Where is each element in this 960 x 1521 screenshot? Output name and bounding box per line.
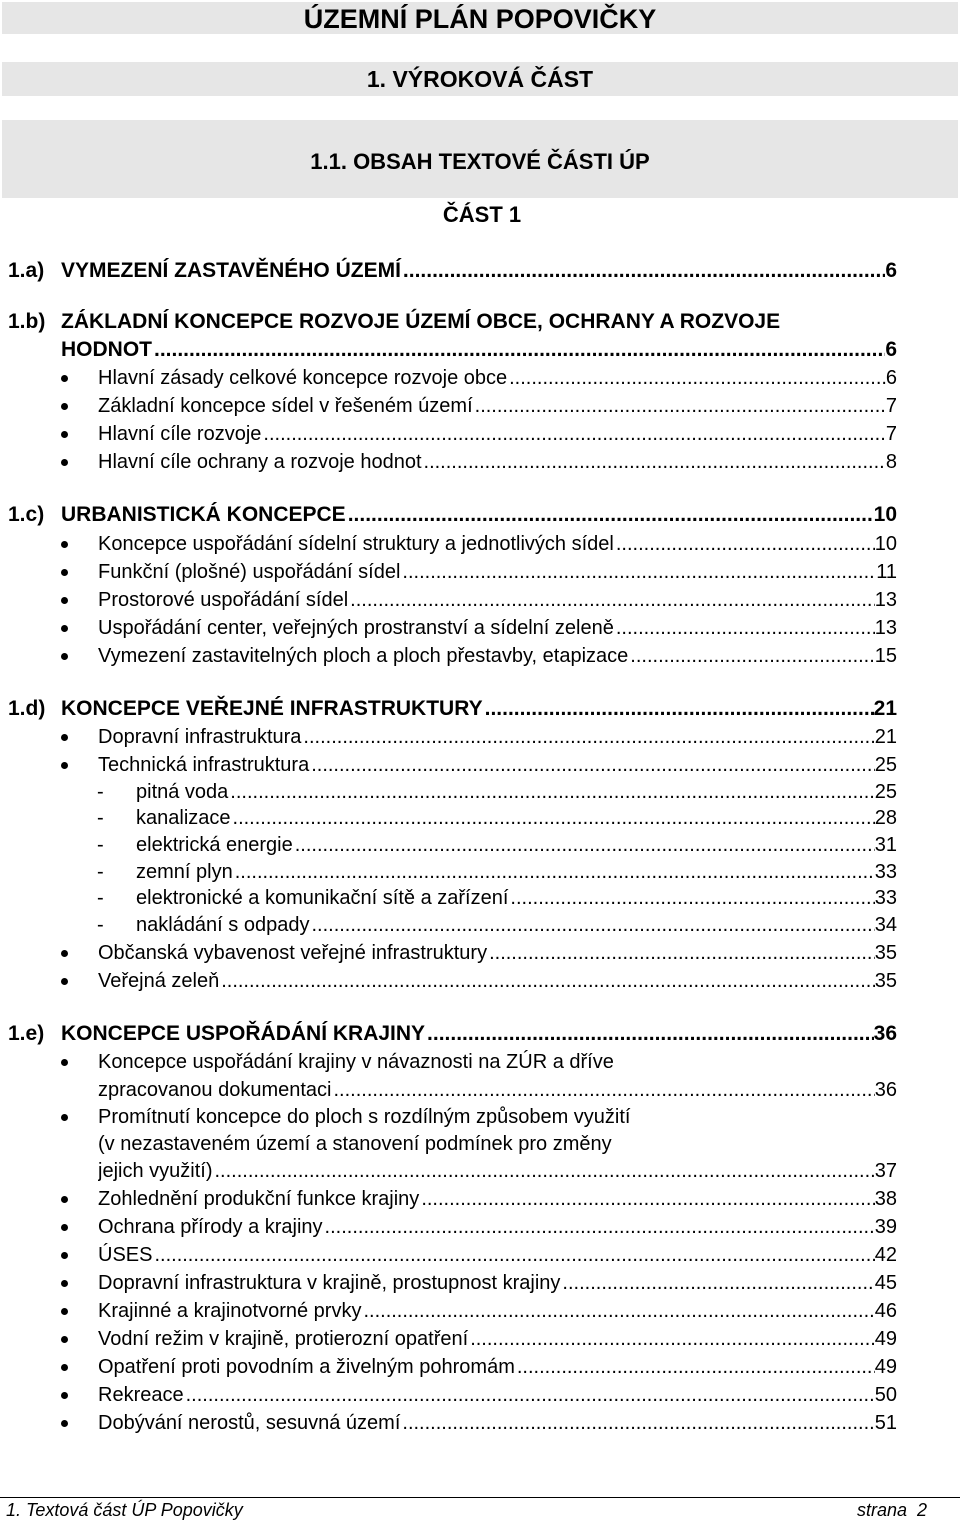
toc-entry-title: Vodní režim v krajině, protierozní opatření <box>98 1328 469 1350</box>
toc-page-number: 38 <box>874 1188 897 1210</box>
toc-page-number: 6 <box>885 338 897 361</box>
toc-entry <box>0 1213 960 1241</box>
toc-entry-title: Funkční (plošné) uspořádání sídel <box>98 561 401 583</box>
toc-page-number: 7 <box>885 423 897 445</box>
footer-divider <box>0 1497 960 1498</box>
toc-entry-title: VYMEZENÍ ZASTAVĚNÉHO ÚZEMÍ <box>61 259 401 282</box>
toc-page-number: 42 <box>874 1244 897 1266</box>
toc-page-number: 13 <box>874 617 897 639</box>
toc-entry-title: Základní koncepce sídel v řešeném území <box>98 395 473 417</box>
dot-leader <box>230 778 874 806</box>
toc-entry <box>0 501 960 529</box>
toc-page-number: 39 <box>874 1216 897 1238</box>
section-heading: 1.1. OBSAH TEXTOVÉ ČÁSTI ÚP <box>310 149 650 174</box>
toc-entry <box>0 939 960 967</box>
toc-entry <box>0 586 960 614</box>
toc-page-number: 49 <box>874 1356 897 1378</box>
part-heading: ČÁST 1 <box>442 202 522 227</box>
dot-leader <box>489 939 875 967</box>
toc-entry-title: Koncepce uspořádání sídelní struktury a jednotlivých sídel <box>98 533 614 555</box>
dot-leader <box>475 392 886 420</box>
dot-leader <box>333 1076 874 1104</box>
bullet-icon <box>61 978 68 985</box>
toc-entry-title: Hlavní zásady celkové koncepce rozvoje obce <box>98 367 508 389</box>
toc-entry <box>0 1353 960 1381</box>
toc-entry <box>0 1130 960 1158</box>
toc-page-number: 46 <box>874 1300 897 1322</box>
toc-section-number: 1.e) <box>8 1022 45 1045</box>
bullet-icon <box>61 1392 68 1399</box>
page-title: ÚZEMNÍ PLÁN POPOVIČKY <box>2 2 958 34</box>
toc-page-number: 11 <box>876 561 897 583</box>
dash-bullet: - <box>97 861 104 883</box>
toc-entry-title: nakládání s odpady <box>136 914 310 936</box>
toc-entry-title: Krajinné a krajinotvorné prvky <box>98 1300 362 1322</box>
bullet-icon <box>61 950 68 957</box>
toc-page-number: 35 <box>874 970 897 992</box>
dot-leader <box>630 642 874 670</box>
toc-page-number: 21 <box>874 726 897 748</box>
toc-entry-title: zemní plyn <box>136 861 233 883</box>
bullet-icon <box>61 459 68 466</box>
dot-leader <box>154 1241 874 1269</box>
toc-entry-title: Prostorové uspořádání sídel <box>98 589 349 611</box>
toc-entry <box>0 308 960 336</box>
toc-entry-title: Dopravní infrastruktura <box>98 726 302 748</box>
toc-page-number: 15 <box>874 645 897 667</box>
bullet-icon <box>61 1336 68 1343</box>
bullet-icon <box>61 403 68 410</box>
dot-leader <box>485 695 874 723</box>
toc-entry <box>0 695 960 723</box>
toc-page-number: 7 <box>885 395 897 417</box>
toc-entry <box>0 1269 960 1297</box>
toc-entry-title: ZÁKLADNÍ KONCEPCE ROZVOJE ÚZEMÍ OBCE, OCHRANY A ROZVOJE <box>61 310 781 333</box>
toc-entry-title: elektrická energie <box>136 834 293 856</box>
dot-leader <box>427 1020 874 1048</box>
bullet-icon <box>61 1252 68 1259</box>
toc-page-number: 13 <box>874 589 897 611</box>
toc-page-number: 51 <box>874 1412 897 1434</box>
toc-entry <box>0 967 960 995</box>
bullet-icon <box>61 597 68 604</box>
dot-leader <box>403 257 885 285</box>
toc-entry-title: pitná voda <box>136 781 229 803</box>
dot-leader <box>311 751 875 779</box>
toc-entry <box>0 1048 960 1076</box>
toc-entry-title: KONCEPCE VEŘEJNÉ INFRASTRUKTURY <box>61 697 483 720</box>
dot-leader <box>350 586 875 614</box>
toc-entry <box>0 911 960 939</box>
toc-entry <box>0 392 960 420</box>
toc-entry <box>0 642 960 670</box>
dot-leader <box>214 1157 874 1185</box>
dot-leader <box>562 1269 874 1297</box>
toc-entry <box>0 1297 960 1325</box>
toc-entry <box>0 448 960 476</box>
dot-leader <box>363 1297 874 1325</box>
bullet-icon <box>61 653 68 660</box>
toc-entry-title: HODNOT <box>61 338 152 361</box>
bullet-icon <box>61 569 68 576</box>
toc-entry-title: Zohlednění produkční funkce krajiny <box>98 1188 420 1210</box>
footer-page-number: strana 2 <box>856 1500 927 1520</box>
toc-entry-title: ÚSES <box>98 1244 153 1266</box>
bullet-icon <box>61 541 68 548</box>
toc-section-number: 1.d) <box>8 697 46 720</box>
dot-leader <box>263 420 885 448</box>
toc-entry <box>0 614 960 642</box>
toc-entry-title: zpracovanou dokumentaci <box>98 1079 332 1101</box>
dot-leader <box>517 1353 875 1381</box>
dot-leader <box>424 448 886 476</box>
bullet-icon <box>61 1224 68 1231</box>
toc-entry-title: Veřejná zeleň <box>98 970 220 992</box>
toc-entry <box>0 804 960 832</box>
toc-entry <box>0 364 960 392</box>
toc-entry <box>0 1381 960 1409</box>
dot-leader <box>348 501 874 529</box>
dot-leader <box>325 1213 875 1241</box>
toc-entry-title: Koncepce uspořádání krajiny v návaznosti na ZÚR a dříve <box>98 1051 614 1073</box>
bullet-icon <box>61 1280 68 1287</box>
bullet-icon <box>61 734 68 741</box>
dot-leader <box>311 911 874 939</box>
toc-page-number: 45 <box>874 1272 897 1294</box>
toc-entry <box>0 1103 960 1131</box>
toc-page-number: 6 <box>885 259 897 282</box>
toc-section-number: 1.a) <box>8 259 45 282</box>
toc-page-number: 10 <box>874 533 897 555</box>
toc-entry <box>0 420 960 448</box>
toc-entry-title: KONCEPCE USPOŘÁDÁNÍ KRAJINY <box>61 1022 426 1045</box>
toc-entry <box>0 530 960 558</box>
dot-leader <box>616 530 875 558</box>
toc-entry-title: Rekreace <box>98 1384 184 1406</box>
page-subtitle: 1. VÝROKOVÁ ČÁST <box>2 62 958 96</box>
toc-entry-title: jejich využití) <box>98 1160 213 1182</box>
dot-leader <box>616 614 875 642</box>
dot-leader <box>233 804 875 832</box>
toc-entry <box>0 751 960 779</box>
toc-page-number: 8 <box>885 451 897 473</box>
dash-bullet: - <box>97 887 104 909</box>
bullet-icon <box>61 1059 68 1066</box>
toc-page-number: 10 <box>873 503 897 526</box>
dot-leader <box>402 558 876 586</box>
toc-entry <box>0 778 960 806</box>
toc-section-number: 1.c) <box>8 503 45 526</box>
toc-entry-title: kanalizace <box>136 807 231 829</box>
toc-page-number: 35 <box>874 942 897 964</box>
footer-document-name: 1. Textová část ÚP Popovičky <box>6 1500 243 1520</box>
toc-entry-title: Občanská vybavenost veřejné infrastruktury <box>98 942 488 964</box>
toc-page-number: 31 <box>874 834 897 856</box>
toc-entry-title: Hlavní cíle rozvoje <box>98 423 262 445</box>
bullet-icon <box>61 1196 68 1203</box>
toc-entry <box>0 884 960 912</box>
toc-entry-title: Vymezení zastavitelných ploch a ploch přestavby, etapizace <box>98 645 629 667</box>
bullet-icon <box>61 431 68 438</box>
toc-entry <box>0 336 960 364</box>
toc-entry <box>0 1020 960 1048</box>
toc-entry <box>0 723 960 751</box>
toc-entry-title: Dobývání nerostů, sesuvná území <box>98 1412 401 1434</box>
dot-leader <box>221 967 875 995</box>
toc-entry-title: URBANISTICKÁ KONCEPCE <box>61 503 346 526</box>
toc-page-number: 33 <box>874 861 897 883</box>
dot-leader <box>235 858 875 886</box>
dot-leader <box>186 1381 875 1409</box>
toc-entry <box>0 1241 960 1269</box>
toc-entry <box>0 257 960 285</box>
toc-entry-title: (v nezastaveném území a stanovení podmínek pro změny <box>98 1133 612 1155</box>
dash-bullet: - <box>97 834 104 856</box>
dash-bullet: - <box>97 914 104 936</box>
dash-bullet: - <box>97 781 104 803</box>
toc-page-number: 36 <box>873 1022 897 1045</box>
toc-entry <box>0 558 960 586</box>
dot-leader <box>154 336 885 364</box>
toc-page-number: 21 <box>873 697 897 720</box>
toc-page-number: 6 <box>885 367 897 389</box>
toc-entry-title: Ochrana přírody a krajiny <box>98 1216 323 1238</box>
toc-entry-title: Technická infrastruktura <box>98 754 310 776</box>
bullet-icon <box>61 375 68 382</box>
bullet-icon <box>61 762 68 769</box>
dot-leader <box>295 831 875 859</box>
bullet-icon <box>61 1114 68 1121</box>
dot-leader <box>421 1185 874 1213</box>
dot-leader <box>510 884 874 912</box>
bullet-icon <box>61 1308 68 1315</box>
dot-leader <box>402 1409 874 1437</box>
toc-page-number: 50 <box>874 1384 897 1406</box>
toc-entry <box>0 1076 960 1104</box>
dot-leader <box>303 723 874 751</box>
toc-entry-title: Promítnutí koncepce do ploch s rozdílným způsobem využití <box>98 1106 631 1128</box>
toc-entry <box>0 1185 960 1213</box>
toc-page-number: 49 <box>874 1328 897 1350</box>
toc-entry <box>0 1157 960 1185</box>
toc-entry <box>0 831 960 859</box>
toc-page-number: 34 <box>874 914 897 936</box>
toc-entry-title: Opatření proti povodním a živelným pohromám <box>98 1356 515 1378</box>
bullet-icon <box>61 1364 68 1371</box>
dash-bullet: - <box>97 807 104 829</box>
dot-leader <box>470 1325 875 1353</box>
toc-page-number: 33 <box>874 887 897 909</box>
toc-entry <box>0 858 960 886</box>
toc-entry-title: Dopravní infrastruktura v krajině, prostupnost krajiny <box>98 1272 561 1294</box>
toc-section-number: 1.b) <box>8 310 46 333</box>
toc-entry-title: elektronické a komunikační sítě a zařízení <box>136 887 509 909</box>
toc-entry-title: Hlavní cíle ochrany a rozvoje hodnot <box>98 451 422 473</box>
bullet-icon <box>61 1420 68 1427</box>
toc-entry <box>0 1325 960 1353</box>
toc-entry <box>0 1409 960 1437</box>
bullet-icon <box>61 625 68 632</box>
toc-page-number: 25 <box>874 781 897 803</box>
toc-page-number: 25 <box>874 754 897 776</box>
dot-leader <box>509 364 886 392</box>
toc-entry-title: Uspořádání center, veřejných prostranství a sídelní zeleně <box>98 617 614 639</box>
toc-page-number: 28 <box>874 807 897 829</box>
toc-page-number: 37 <box>874 1160 897 1182</box>
section-heading-band <box>2 120 958 198</box>
toc-page-number: 36 <box>874 1079 897 1101</box>
